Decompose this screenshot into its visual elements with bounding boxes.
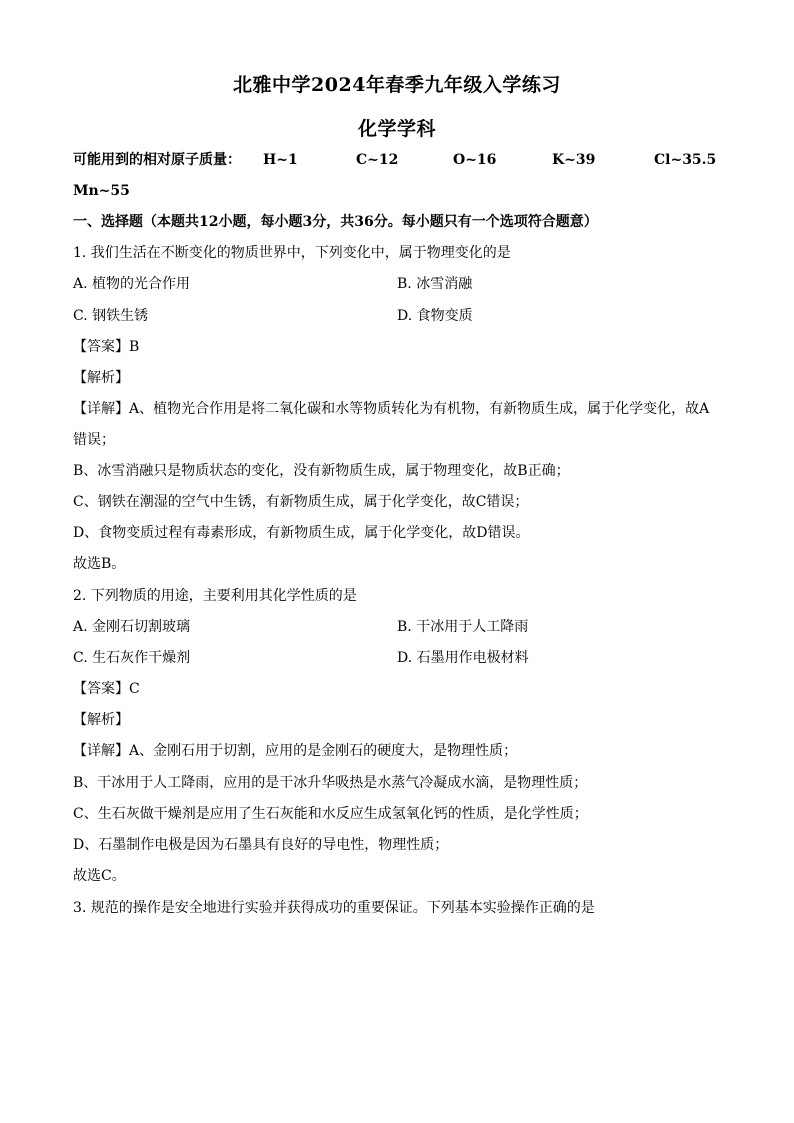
q1-option-c: C. 钢铁生锈 (73, 308, 149, 324)
page-title: 北雅中学2024年春季九年级入学练习 (233, 74, 561, 96)
q2-analysis-label: 【解析】 (73, 712, 129, 728)
q2-detail-4: D、石墨制作电极是因为石墨具有良好的导电性，物理性质； (73, 837, 449, 853)
q1-analysis-label: 【解析】 (73, 370, 129, 386)
q2-conclusion: 故选C。 (73, 868, 126, 884)
q1-stem: 1. 我们生活在不断变化的物质世界中，下列变化中，属于物理变化的是 (73, 245, 511, 261)
subject-title: 化学学科 (357, 118, 436, 140)
q1-detail-1: 【详解】A、植物光合作用是将二氧化碳和水等物质转化为有机物，有新物质生成，属于化学变化，故A (73, 401, 710, 417)
q1-detail-2: B、冰雪消融只是物质状态的变化，没有新物质生成，属于物理变化，故B正确； (73, 463, 570, 479)
section-heading: 一、选择题（本题共12小题，每小题3分，共36分。每小题只有一个选项符合题意） (73, 214, 598, 230)
q2-option-d: D. 石墨用作电极材料 (397, 650, 529, 666)
atomic-mass-o: O~16 (453, 152, 497, 168)
q2-option-c: C. 生石灰作干燥剂 (73, 650, 191, 666)
q2-detail-2: B、干冰用于人工降雨，应用的是干冰升华吸热是水蒸气冷凝成水滴，是物理性质； (73, 775, 588, 791)
q2-detail-1: 【详解】A、金刚石用于切割，应用的是金刚石的硬度大，是物理性质； (73, 743, 518, 759)
atomic-mass-h: H~1 (263, 152, 298, 168)
atomic-mass-row (0, 150, 794, 170)
q2-option-b: B. 干冰用于人工降雨 (397, 619, 529, 635)
q2-detail-3: C、生石灰做干燥剂是应用了生石灰能和水反应生成氢氧化钙的性质，是化学性质； (73, 806, 588, 822)
atomic-mass-label: 可能用到的相对原子质量： (73, 152, 241, 168)
atomic-mass-c: C~12 (356, 152, 399, 168)
q1-option-b: B. 冰雪消融 (397, 276, 473, 292)
q1-conclusion: 故选B。 (73, 556, 126, 572)
q3-stem: 3. 规范的操作是安全地进行实验并获得成功的重要保证。下列基本实验操作正确的是 (73, 900, 595, 916)
q1-detail-1b: 错误； (73, 432, 115, 448)
atomic-mass-cl: Cl~35.5 (654, 152, 717, 168)
q1-answer: 【答案】B (73, 339, 140, 355)
q2-option-a: A. 金刚石切割玻璃 (73, 619, 191, 635)
atomic-mass-k: K~39 (552, 152, 596, 168)
q1-option-d: D. 食物变质 (397, 308, 473, 324)
atomic-mass-mn: Mn~55 (73, 183, 130, 199)
q1-detail-4: D、食物变质过程有毒素形成，有新物质生成，属于化学变化，故D错误。 (73, 525, 530, 541)
q2-stem: 2. 下列物质的用途，主要利用其化学性质的是 (73, 588, 357, 604)
q2-answer: 【答案】C (73, 681, 140, 697)
q1-detail-3: C、钢铁在潮湿的空气中生锈，有新物质生成，属于化学变化，故C错误； (73, 494, 529, 510)
q1-option-a: A. 植物的光合作用 (73, 276, 191, 292)
